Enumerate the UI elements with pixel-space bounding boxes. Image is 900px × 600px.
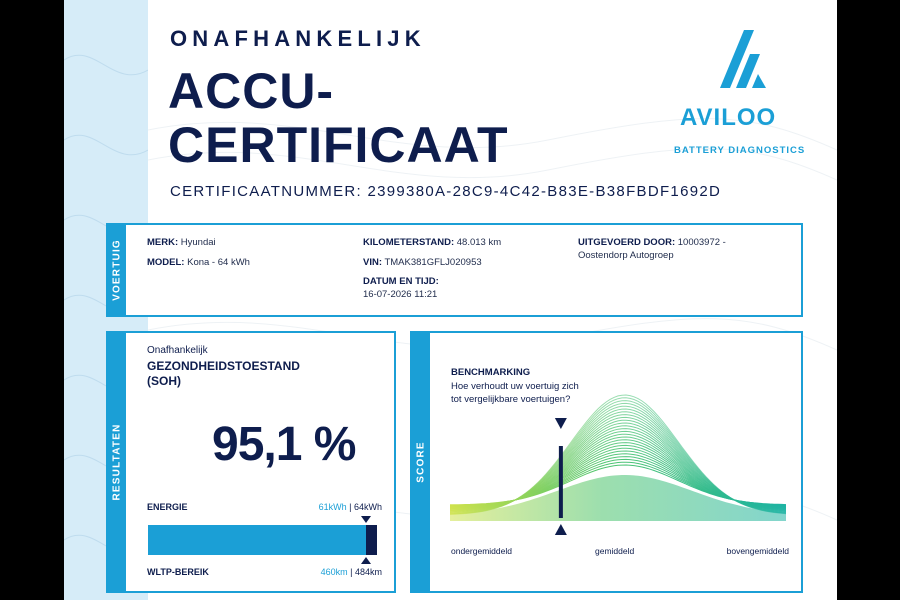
soh-marker-top (361, 516, 371, 523)
range-label: WLTP-BEREIK (147, 567, 209, 577)
vehicle-model: MODEL: Kona - 64 kWh (147, 257, 250, 268)
title-line-2: CERTIFICAAT (168, 117, 509, 173)
aviloo-logo-icon (674, 28, 804, 158)
vehicle-odometer: KILOMETERSTAND: 48.013 km (363, 237, 502, 248)
soh-title: GEZONDHEIDSTOESTAND (SOH) (147, 359, 300, 388)
vehicle-tab: VOERTUIG (108, 225, 126, 315)
benchmark-curve-fill (450, 475, 786, 521)
range-values: 460km | 484km (320, 567, 382, 577)
soh-marker-bottom (361, 557, 371, 564)
soh-value: 95,1 % (212, 418, 356, 471)
benchmark-question: Hoe verhoudt uw voertuig zich tot vergelijkbare voertuigen? (451, 381, 579, 405)
certificate-page (64, 0, 837, 600)
vehicle-performed-by: UITGEVOERD DOOR: 10003972 - Oostendorp Autogroep (578, 237, 726, 261)
certificate-number-value: 2399380A-28C9-4C42-B83E-B38FBDF1692D (367, 183, 722, 200)
vehicle-vin: VIN: TMAK381GFLJ020953 (363, 257, 482, 268)
title-line-1: ACCU- (168, 63, 335, 119)
logo-subtitle: BATTERY DIAGNOSTICS (674, 145, 806, 156)
energy-label: ENERGIE (147, 502, 188, 512)
axis-low-label: ondergemiddeld (451, 546, 512, 556)
vehicle-datetime: DATUM EN TIJD: 16-07-2026 11:21 (363, 276, 439, 300)
axis-high-label: bovengemiddeld (726, 546, 789, 556)
score-panel (410, 331, 803, 593)
vehicle-panel (106, 223, 803, 317)
vehicle-brand: MERK: Hyundai (147, 237, 216, 248)
page-title (168, 64, 509, 172)
benchmark-marker-bottom (555, 524, 567, 535)
logo-wordmark: AVILOO (680, 104, 777, 131)
soh-bar-fill (148, 525, 366, 555)
results-panel (106, 331, 396, 593)
certificate-number (170, 183, 721, 200)
certificate-number-label: CERTIFICAATNUMMER: (170, 183, 363, 200)
score-tab: SCORE (412, 333, 430, 591)
soh-bar (148, 525, 377, 555)
energy-values: 61kWh | 64kWh (318, 502, 382, 512)
results-tab: RESULTATEN (108, 333, 126, 591)
header-kicker: ONAFHANKELIJK (170, 26, 426, 51)
results-kicker: Onafhankelijk (147, 345, 208, 356)
benchmark-marker-top (555, 418, 567, 429)
axis-mid-label: gemiddeld (595, 546, 635, 556)
benchmark-title: BENCHMARKING (451, 367, 531, 378)
